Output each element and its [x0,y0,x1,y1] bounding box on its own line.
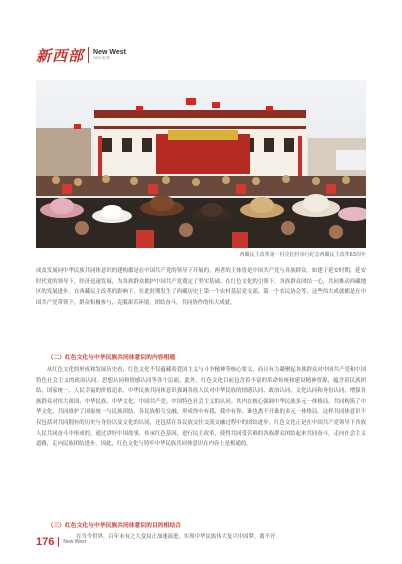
event-photo [36,80,366,248]
logo-en-title: New West [93,49,126,57]
magazine-header [36,44,126,66]
paragraph-2 [36,365,366,450]
paragraph-1-text: 成及发展同中华民族共同体意识的建构都是在中国共产党的领导下开展的。两者的主体皆是中国共产党与各族群众。如建于延安时期，延安时代党的领导下，经济迅速发展，为各族群众拥护中国共产党奠定了坚实基础。在红色文化的引领下，各族群众团结一心，共同推动西藏地区的发展进步。在西藏民主改革的影响下，在此时期发生了西藏历史上第一个农村基层党支部，第一个农民协会等，这些伟大成就都是在中国共产党带领下，群众积极参与，克服艰苦环境，团结奋斗，共同协作的伟大成就。 [36,268,366,306]
photo-caption: 西藏民主改革第一村克松村举行纪念西藏民主改革63周年 [239,252,366,258]
section-heading-3: （三）红色文化与中华民族共同体意识的目的相结合 [47,523,181,529]
paragraph-3-text: 在当今世界，百年未有之大变局正加速演进，实现中华民族伟大复兴中国梦，离不开 [76,534,276,540]
footer-divider [58,537,59,547]
footer-magazine-name: New West [63,539,87,545]
magazine-logo-en [93,49,126,61]
section-heading-2: （二）红色文化与中华民族共同体意识的内容相通 [47,355,176,361]
logo-divider [88,47,89,63]
paragraph-3 [76,532,366,543]
page-footer [36,536,86,548]
paragraph-1 [36,266,366,308]
page-number: 176 [36,536,55,548]
paragraph-2-text: 从红色文化的形成和发展历史看，红色文化不仅蕴藏着爱国主义与斗争精神等核心要义，而且有力凝聚起各族群众对中国共产党和中国特色社会主义的政治认同。思想认同和情感认同等各个层面。此外，红色文化目前包含着丰富的革命传统和建设精神资源，蕴含着民族团结、国家统一、人民幸福的价值追求，中华民族共同体意识强调各族人民对中华民族的情感认同、政治认同、文化认同和身份认同，增强各族群众对伟大祖国、中华民族、中华文化、中国共产党、中国特色社会主义的认同。其内在核心强调中华民族多元一体格局，共同构筑了中华文化，共同维护了国家统一与民族团结。各民族相互交融，形成你中有我、我中有你、谁也离不开谁的多元一体格局。这样共同体意识不仅包括对共同拥有的历史与身份以及文化的认同，还包括在各民族交往交流交融过程中的团结进步，红色文化正是在中国共产党领导下各族人民共同奋斗中形成的，通过讲好中国故事，传承红色基因，进行民主改革，使得共同受苦难的各族群众团结起来共同奋斗，走向社会主义道路，走向民族团结进步。因此，红色文化与铸牢中华民族共同体意识在内容上是相通的。 [36,367,366,448]
magazine-logo-cn: 新西部 [36,46,85,65]
logo-en-subtitle: 2022 第 期 [93,56,110,61]
